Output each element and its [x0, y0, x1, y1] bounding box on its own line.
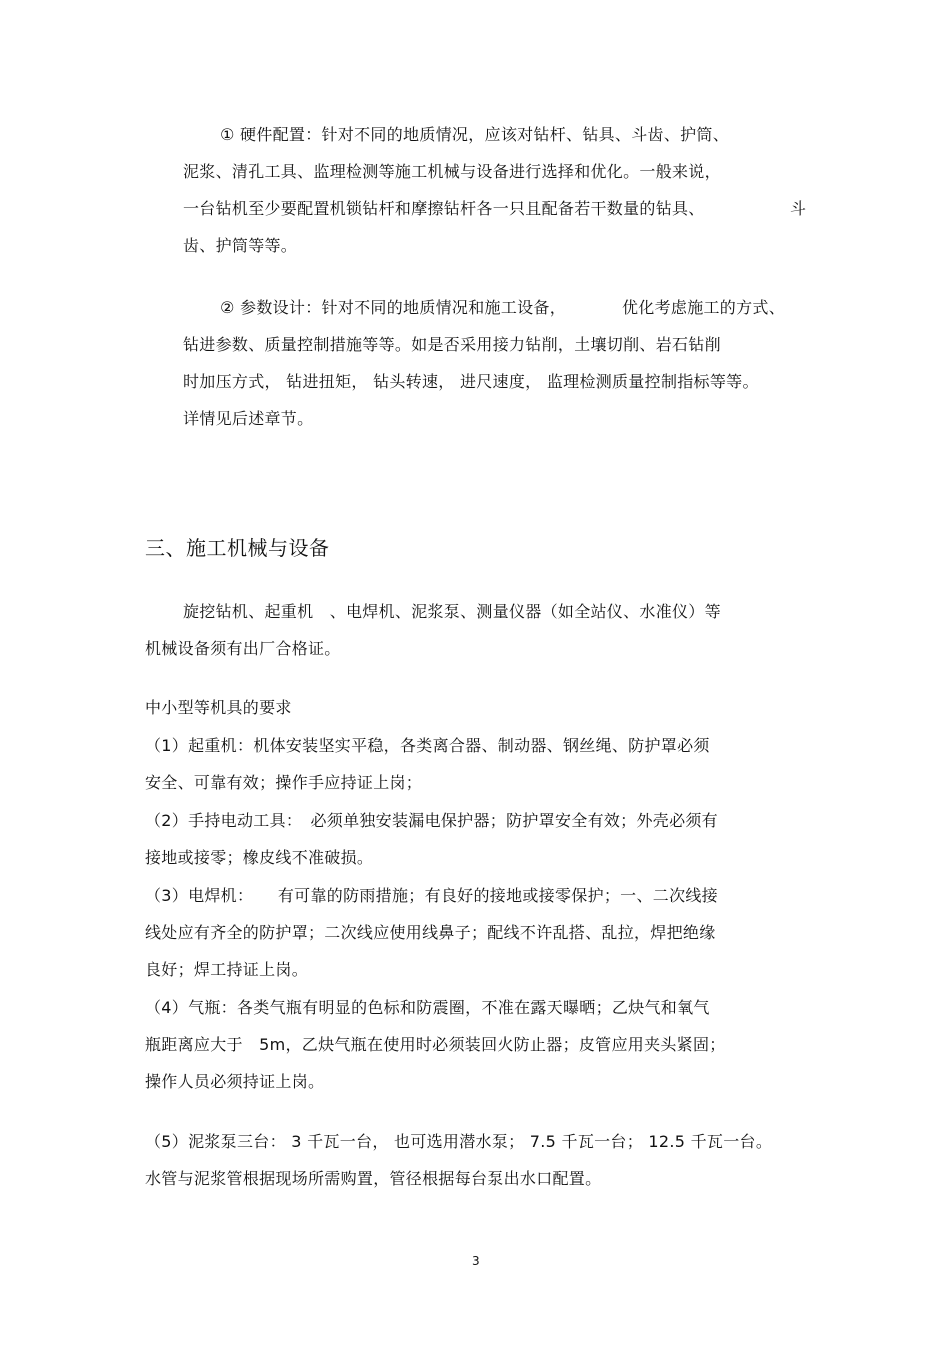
intro-line2: 机械设备须有出厂合格证。: [145, 639, 341, 658]
item-4-line3: 操作人员必须持证上岗。: [145, 1072, 325, 1091]
para2-line1-tail: 优化考虑施工的方式、: [622, 298, 786, 317]
item-3-line2: 线处应有齐全的防护罩；二次线应使用线鼻子；配线不许乱搭、乱拉，焊把绝缘: [145, 923, 716, 942]
page-number: 3: [472, 1254, 480, 1268]
para2-line4: 详情见后述章节。: [183, 409, 314, 428]
para2-line2: 钻进参数、质量控制措施等等。如是否采用接力钻削，土壤切削、岩石钻削: [183, 335, 721, 354]
para1-line1: ① 硬件配置：针对不同的地质情况，应该对钻杆、钻具、斗齿、护筒、: [220, 125, 730, 144]
para1-line3: 一台钻机至少要配置机锁钻杆和摩擦钻杆各一只且配备若干数量的钻具、: [183, 199, 705, 218]
para1-line4: 齿、护筒等等。: [183, 236, 298, 255]
para2-line1: ② 参数设计：针对不同的地质情况和施工设备，: [220, 298, 567, 317]
item-2-line2: 接地或接零；橡皮线不准破损。: [145, 848, 374, 867]
item-2-line1: （2）手持电动工具： 必须单独安装漏电保护器；防护罩安全有效；外壳必须有: [145, 811, 718, 830]
item-4-line2: 瓶距离应大于 5m，乙炔气瓶在使用时必须装回火防止器；皮管应用夹头紧固；: [145, 1035, 726, 1054]
item-1-line2: 安全、可靠有效；操作手应持证上岗；: [145, 773, 423, 792]
section-heading: 三、施工机械与设备: [145, 536, 330, 560]
item-3-line3: 良好；焊工持证上岗。: [145, 960, 309, 979]
item-4-line1: （4）气瓶：各类气瓶有明显的色标和防震圈，不准在露天曝晒；乙炔气和氧气: [145, 998, 710, 1017]
item-5-line1: （5）泥浆泵三台： 3 千瓦一台， 也可选用潜水泵； 7.5 千瓦一台； 12.5 千瓦一台。: [145, 1132, 773, 1151]
subheading: 中小型等机具的要求: [145, 698, 292, 717]
para2-line3: 时加压方式， 钻进扭矩， 钻头转速， 进尺速度， 监理检测质量控制指标等等。: [183, 372, 759, 391]
item-1-line1: （1）起重机：机体安装坚实平稳，各类离合器、制动器、钢丝绳、防护罩必须: [145, 736, 710, 755]
para1-line3-tail: 斗: [790, 199, 807, 218]
item-5-line2: 水管与泥浆管根据现场所需购置，管径根据每台泵出水口配置。: [145, 1169, 602, 1188]
intro-line1: 旋挖钻机、起重机 、电焊机、泥浆泵、测量仪器（如全站仪、水准仪）等: [183, 602, 721, 621]
para1-line2: 泥浆、清孔工具、监理检测等施工机械与设备进行选择和优化。一般来说，: [183, 162, 721, 181]
item-3-line1: （3）电焊机： 有可靠的防雨措施；有良好的接地或接零保护；一、二次线接: [145, 886, 718, 905]
